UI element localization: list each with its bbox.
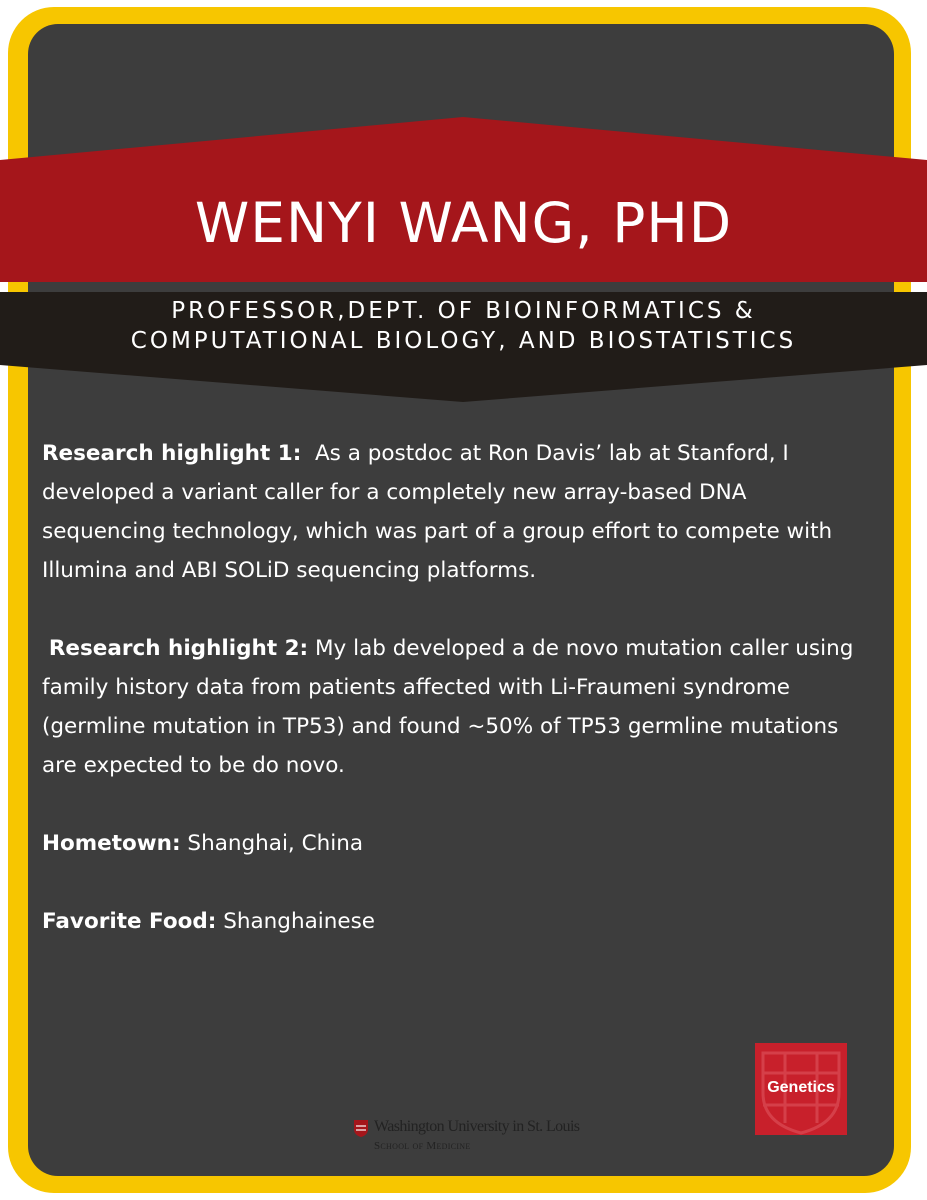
hometown-value: Shanghai, China (187, 831, 364, 856)
genetics-badge (755, 1043, 847, 1135)
highlight-2-text: My lab developed a de novo mutation caller using family history data from patients affected with Li-Fraumeni syndrome (germline mutation in TP53) and found ~50% of TP53 germline mutations are expected to be do novo. (42, 636, 854, 778)
person-title: PROFESSOR,DEPT. OF BIOINFORMATICS & COMPUTATIONAL BIOLOGY, AND BIOSTATISTICS (130, 298, 797, 354)
genetics-label: Genetics (767, 1079, 835, 1096)
research-highlight-2 (42, 629, 872, 785)
hometown-label: Hometown: (42, 831, 181, 856)
hometown (42, 824, 872, 863)
university-name: Washington University in St. Louis (374, 1118, 580, 1135)
profile-content (42, 434, 872, 941)
favorite-food (42, 902, 872, 941)
school-name: School of Medicine (374, 1140, 471, 1152)
favorite-food-label: Favorite Food: (42, 909, 217, 934)
research-highlight-1 (42, 434, 872, 590)
highlight-1-label: Research highlight 1: (42, 441, 302, 466)
university-shield-icon (354, 1120, 368, 1137)
washu-logo (354, 1118, 584, 1158)
person-name: WENYI WANG, PHD (194, 191, 733, 255)
highlight-2-label: Research highlight 2: (48, 636, 309, 661)
favorite-food-value: Shanghainese (223, 909, 376, 934)
highlight-1-text: As a postdoc at Ron Davis’ lab at Stanford, I developed a variant caller for a completely new array-based DNA sequencing technology, which was part of a group effort to compete with Illumina and ABI SOLiD sequencing platforms. (42, 441, 833, 583)
